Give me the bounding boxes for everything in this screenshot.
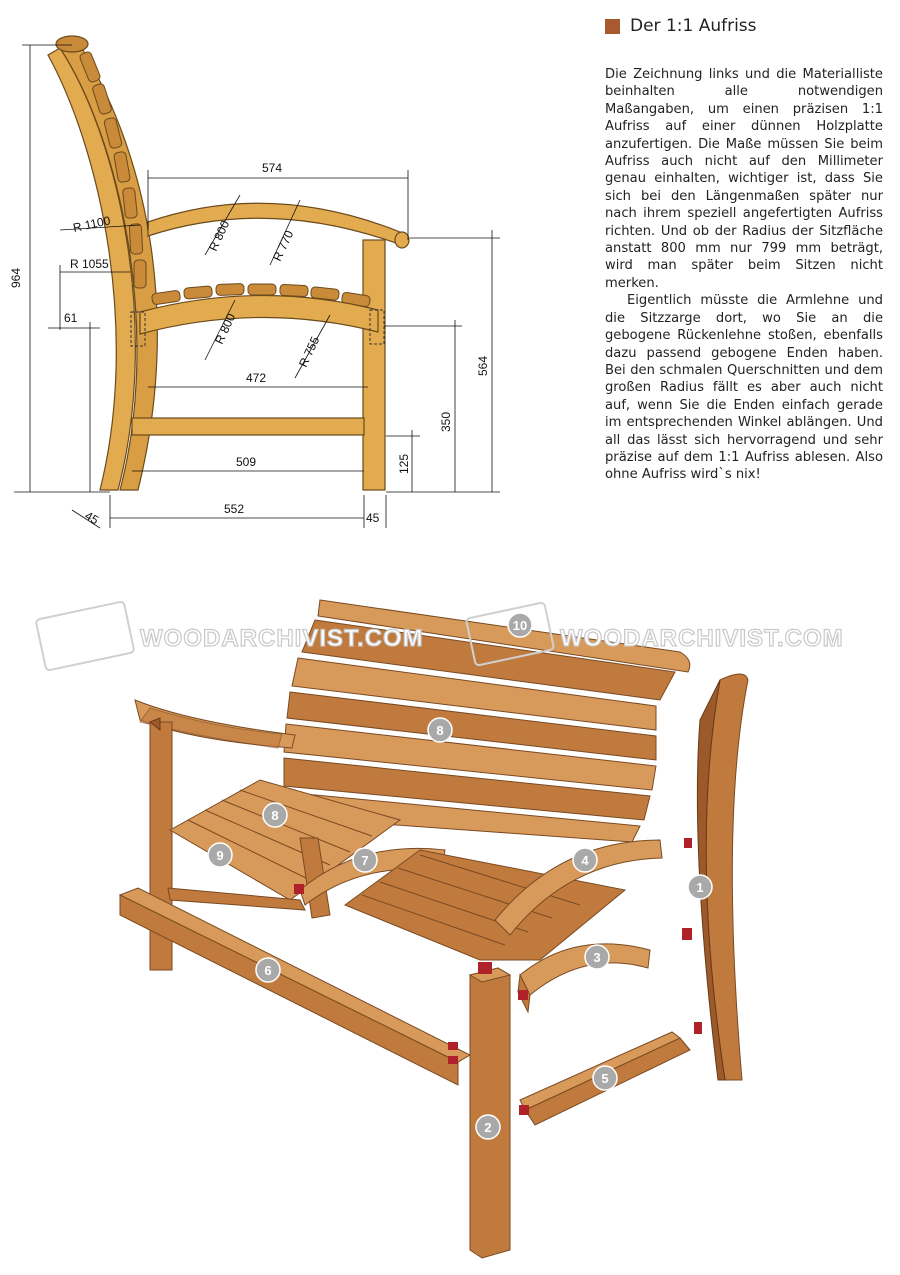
svg-text:2: 2 [484, 1120, 492, 1135]
svg-text:125: 125 [397, 453, 411, 474]
svg-text:R 800: R 800 [212, 311, 239, 347]
svg-text:7: 7 [361, 853, 369, 868]
part-front-leg [470, 968, 510, 1258]
svg-text:472: 472 [246, 371, 267, 385]
svg-text:964: 964 [9, 267, 23, 288]
article-text-column [605, 16, 883, 484]
svg-text:10: 10 [512, 618, 528, 633]
svg-text:3: 3 [593, 950, 601, 965]
exploded-view-illustration [36, 600, 844, 1258]
svg-text:45: 45 [82, 508, 102, 528]
svg-text:564: 564 [476, 355, 490, 376]
section-heading-text: Der 1:1 Aufriss [630, 16, 757, 36]
part-seat-left [170, 780, 400, 900]
svg-text:509: 509 [236, 455, 257, 469]
part-label-10 [508, 613, 532, 637]
svg-text:R 1055: R 1055 [70, 257, 109, 271]
part-label-2 [476, 1115, 500, 1139]
svg-text:R 755: R 755 [296, 334, 323, 370]
svg-text:6: 6 [264, 963, 272, 978]
svg-text:R 1100: R 1100 [71, 213, 112, 235]
part-label-1 [688, 875, 712, 899]
part-label-8-seat [263, 803, 287, 827]
part-label-6 [256, 958, 280, 982]
part-label-9 [208, 843, 232, 867]
part-label-7 [353, 848, 377, 872]
svg-text:WOODARCHIVIST.COM: WOODARCHIVIST.COM [140, 625, 424, 652]
part-label-3 [585, 945, 609, 969]
svg-text:9: 9 [216, 848, 224, 863]
side-view-diagram [9, 36, 500, 528]
svg-text:R 770: R 770 [270, 228, 297, 264]
part-label-8-back [428, 718, 452, 742]
heading-bullet-square [605, 19, 620, 34]
svg-text:8: 8 [271, 808, 279, 823]
svg-text:4: 4 [581, 853, 589, 868]
svg-text:61: 61 [64, 311, 78, 325]
svg-text:WOODARCHIVIST.COM: WOODARCHIVIST.COM [560, 625, 844, 652]
svg-text:552: 552 [224, 502, 245, 516]
part-label-5 [593, 1066, 617, 1090]
back-cap [56, 36, 88, 52]
paragraph-2: Eigentlich müsste die Armlehne und die Sitzzarge dort, wo Sie an die gebogene Rückenlehne stoßen, ebenfalls dazu passend gebogene Enden haben. Bei den schmalen Querschnitten und dem großen Radius fällt es aber auch nicht auf, wenn Sie die Enden einfach gerade im entsprechenden Winkel ablängen. Und all das lässt sich hervorragend und sehr präzise auf dem 1:1 Aufriss ablesen. Also ohne Aufriss wird`s nix! [605, 293, 883, 483]
svg-text:5: 5 [601, 1071, 609, 1086]
svg-text:8: 8 [436, 723, 444, 738]
svg-text:45: 45 [366, 511, 380, 525]
svg-text:350: 350 [439, 411, 453, 432]
part-label-4 [573, 848, 597, 872]
paragraph-1: Die Zeichnung links und die Materialliste beinhalten alle notwendigen Maßangaben, um einen präzisen 1:1 Aufriss auf einer dünnen Holzplatte anzufertigen. Die Maße müssen Sie beim Aufriss auch nicht auf den Millimeter genau einhalten, wichtiger ist, dass Sie sich bei den Längenmaßen später nur nach ihrem speziell angefertigten Aufriss richten. Und ob der Radius der Sitzfläche anstatt 800 mm nur 799 mm beträgt, wird man später beim Sitzen nicht merken. [605, 67, 883, 291]
stretcher [132, 418, 364, 435]
svg-text:1: 1 [696, 880, 704, 895]
section-heading [605, 16, 883, 36]
svg-text:574: 574 [262, 161, 283, 175]
svg-text:R 800: R 800 [206, 218, 233, 254]
front-leg [363, 240, 385, 490]
